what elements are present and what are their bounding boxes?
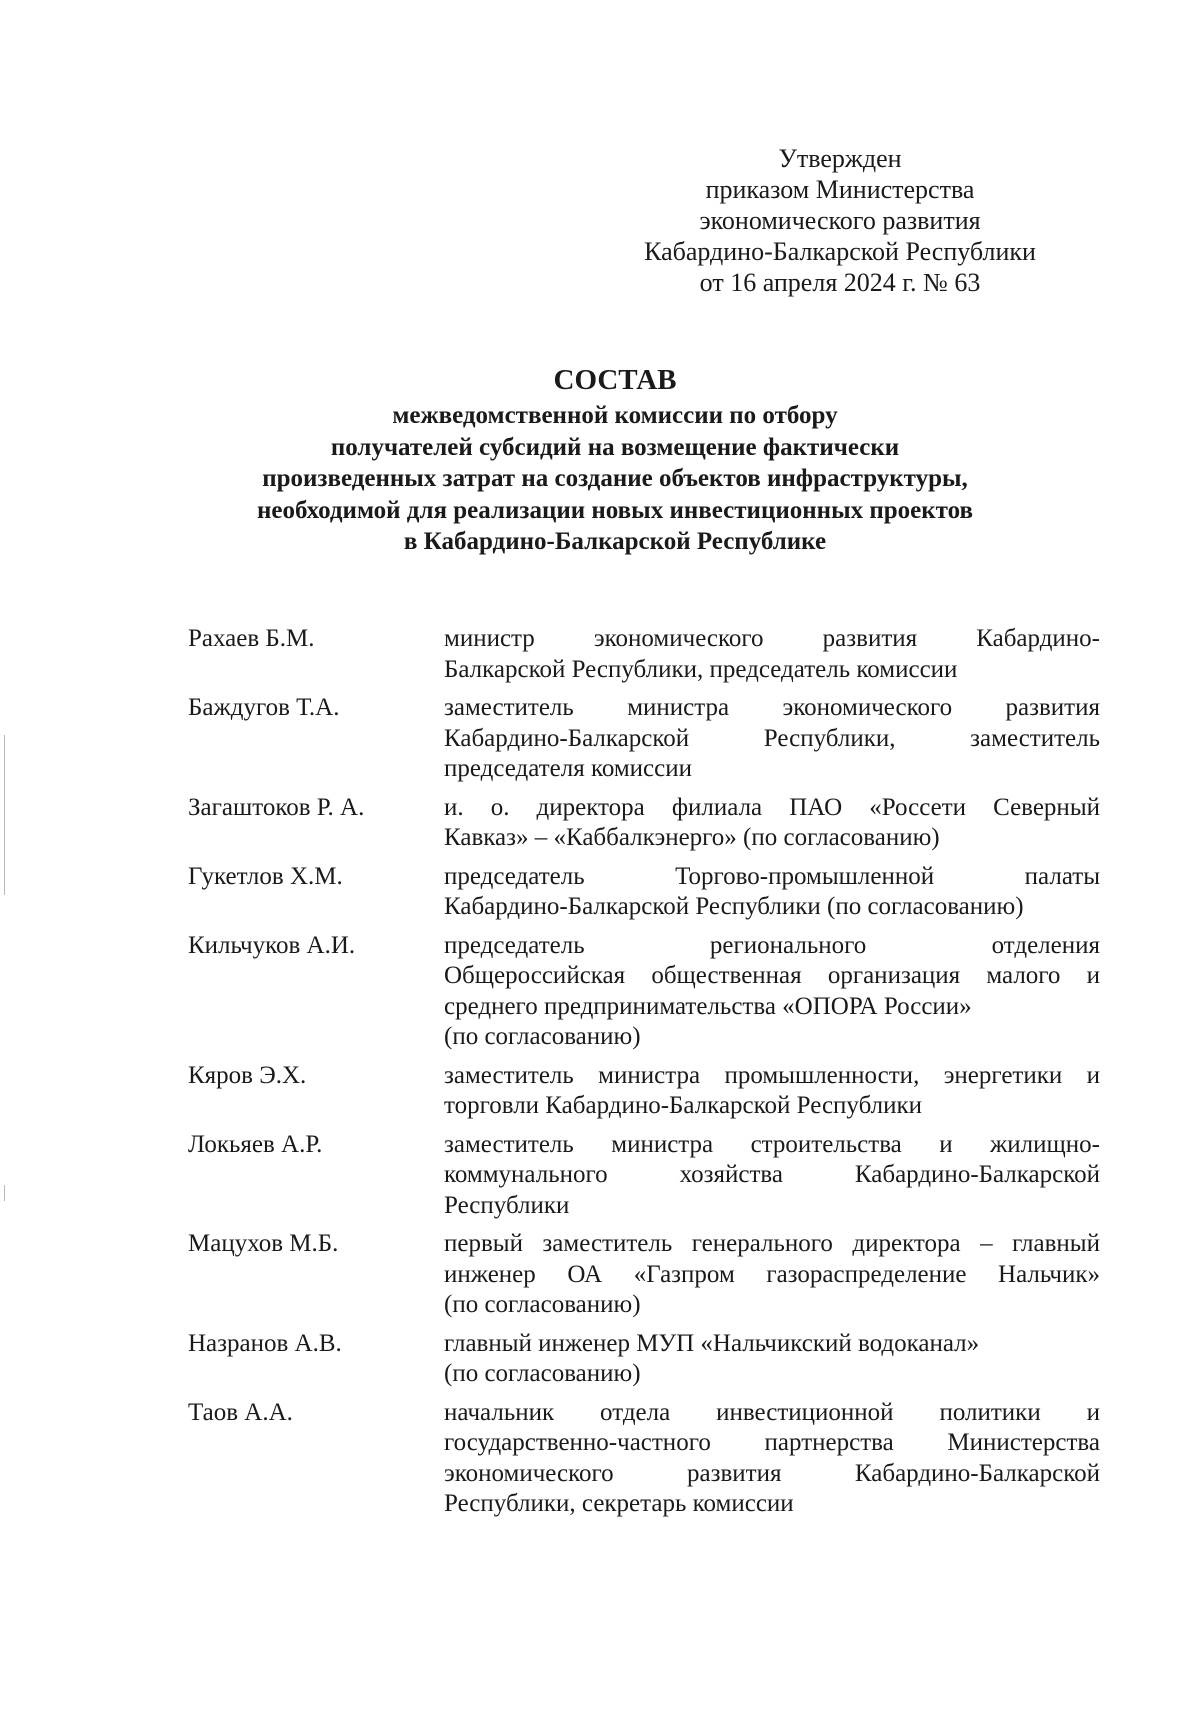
member-name: Баждугов Т.А. (188, 694, 340, 721)
member-role-line: начальник отдела инвестиционной политики и (444, 1398, 1100, 1426)
member-role-line: заместитель министра промышленности, энергетики и (444, 1061, 1100, 1089)
approval-line-ministry: экономического развития (699, 206, 981, 235)
member-row (188, 1229, 1100, 1321)
member-role-line: государственно-частного партнерства Министерства (444, 1429, 1100, 1456)
member-role-line: Общероссийская общественная организация малого и (444, 962, 1100, 989)
member-role-line: заместитель министра строительства и жилищно- (444, 1130, 1100, 1158)
member-role (444, 1329, 1100, 1390)
document-subtitle-line: в Кабардино-Балкарской Республике (403, 528, 827, 555)
member-role-line: первый заместитель генерального директора – главный (444, 1230, 1100, 1257)
approval-line-republic: Кабардино-Балкарской Республики (644, 237, 1036, 266)
member-role-line: Кавказ» – «Каббалкэнерго» (по согласованию) (444, 824, 940, 851)
member-name: Назранов А.В. (188, 1329, 342, 1357)
member-role (444, 693, 1100, 785)
member-row (188, 624, 1100, 685)
member-role-line: торговли Кабардино-Балкарской Республики (444, 1092, 923, 1119)
approval-line-approved: Утвержден (778, 144, 902, 173)
member-role-line: Кабардино-Балкарской Республики, заместитель (444, 724, 1100, 752)
approval-line-date: от 16 апреля 2024 г. № 63 (699, 268, 981, 297)
member-row (188, 793, 1100, 854)
member-role-line: и. о. директора филиала ПАО «Россети Северный (444, 793, 1100, 821)
member-role (444, 1061, 1100, 1122)
member-role-line: экономического развития Кабардино-Балкарской (444, 1459, 1100, 1487)
member-role-line: Республики, секретарь комиссии (444, 1490, 794, 1517)
member-role-line: председателя комиссии (444, 755, 692, 782)
member-name: Кильчуков А.И. (188, 931, 356, 959)
member-name: Гукетлов Х.М. (188, 862, 343, 890)
member-row (188, 1130, 1100, 1222)
member-row (188, 1329, 1100, 1390)
approval-block (600, 143, 1080, 298)
member-role-line: председатель регионального отделения (444, 931, 1100, 959)
member-role-line: инженер ОА «Газпром газораспределение Нальчик» (444, 1260, 1100, 1288)
member-role (444, 1398, 1100, 1520)
member-role (444, 1229, 1100, 1321)
document-subtitle-line: произведенных затрат на создание объектов инфраструктуры, (262, 465, 968, 492)
member-role-line: заместитель министра экономического развития (444, 694, 1100, 721)
member-name: Локьяев А.Р. (188, 1130, 323, 1158)
document-subtitle-line: получателей субсидий на возмещение фактически (330, 433, 900, 461)
member-row (188, 693, 1100, 785)
document-title: СОСТАВ (553, 364, 677, 396)
member-role-line: председатель Торгово-промышленной палаты (444, 862, 1100, 890)
member-role-line: министр экономического развития Кабардино- (444, 625, 1100, 652)
scan-mark-left (4, 735, 5, 895)
member-role (444, 1130, 1100, 1222)
document-subtitle-line: межведомственной комиссии по отбору (392, 402, 838, 429)
member-role-line: (по согласованию) (444, 1360, 641, 1387)
member-name: Кяров Э.Х. (188, 1061, 307, 1089)
member-role (444, 624, 1100, 685)
document-subtitle-line: необходимой для реализации новых инвестиционных проектов (257, 496, 973, 524)
member-role (444, 931, 1100, 1053)
member-name: Таов А.А. (188, 1398, 293, 1426)
member-role-line: (по согласованию) (444, 1023, 641, 1050)
member-row (188, 931, 1100, 1053)
member-role-line: (по согласованию) (444, 1291, 641, 1318)
approval-line-order: приказом Министерства (705, 175, 975, 204)
document-title-block (80, 362, 1150, 558)
member-role-line: Балкарской Республики, председатель комиссии (444, 655, 958, 683)
member-row (188, 1061, 1100, 1122)
member-name: Рахаев Б.М. (188, 625, 315, 652)
member-role-line: среднего предпринимательства «ОПОРА России» (444, 992, 972, 1020)
member-role-line: Кабардино-Балкарской Республики (по согласованию) (444, 893, 1024, 920)
member-row (188, 1398, 1100, 1520)
member-role (444, 862, 1100, 923)
member-role-line: коммунального хозяйства Кабардино-Балкарской (444, 1161, 1100, 1188)
member-name: Мацухов М.Б. (188, 1230, 339, 1257)
member-row (188, 862, 1100, 923)
member-name: Загаштоков Р. А. (188, 793, 365, 821)
member-role-line: Республики (444, 1191, 570, 1219)
scan-mark-left-lower (4, 1185, 5, 1201)
member-role (444, 793, 1100, 854)
member-role-line: главный инженер МУП «Нальчикский водоканал» (444, 1329, 980, 1357)
commission-members-list (188, 624, 1100, 1528)
